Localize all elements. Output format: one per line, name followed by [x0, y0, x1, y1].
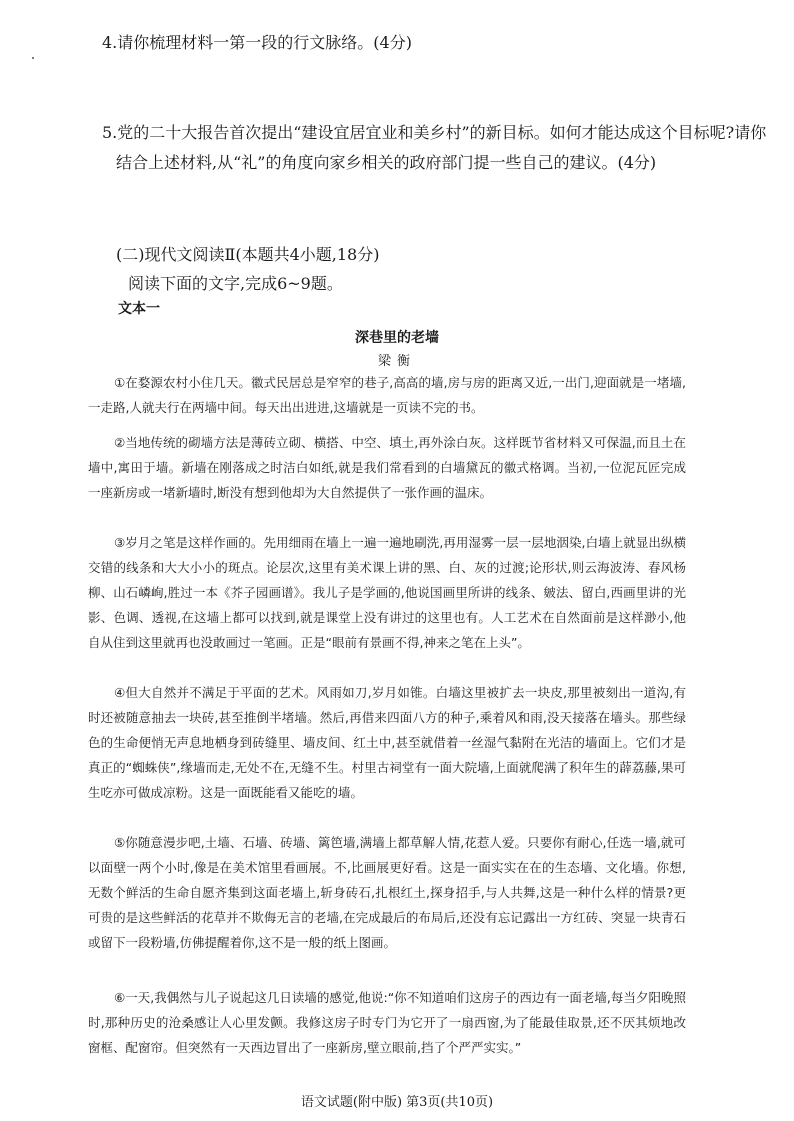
section-instruction: 阅读下面的文字,完成6~9题。 [128, 274, 343, 293]
question-5: 5.党的二十大报告首次提出“建设宜居宜业和美乡村”的新目标。如何才能达成这个目标呢?请你结合上述材料,从“礼”的角度向家乡相关的政府部门提一些自己的建议。(4分) [102, 123, 767, 172]
question-4: 4.请你梳理材料一第一段的行文脉络。(4分) [102, 33, 412, 52]
article-paragraph-6: ⑥一天,我偶然与儿子说起这几日读墙的感觉,他说:“你不知道咱们这房子的西边有一面老墙,每当夕阳晚照时,那种历史的沧桑感让人心里发颤。我修这房子时专门为它开了一扇西窗,为了能最佳取景,还不厌其烦地改窗框、配窗帘。但突然有一天西边冒出了一座新房,壁立眼前,挡了个严严实实。” [88, 990, 686, 1055]
article-paragraph-4: ④但大自然并不满足于平面的艺术。风雨如刀,岁月如锥。白墙这里被扩去一块皮,那里被刻出一道沟,有时还被随意抽去一块砖,甚至推倒半堵墙。然后,再借来四面八方的种子,乘着风和雨,没天接落在墙头。那些绿色的生命便悄无声息地栖身到砖缝里、墙皮间、红土中,甚至就借着一丝湿气黏附在光洁的墙面上。它们才是真正的“蜘蛛侠”,缘墙而走,无处不在,无缝不生。村里古祠堂有一面大院墙,上面就爬满了积年生的薜荔藤,果可生吃亦可做成凉粉。这是一面既能看又能吃的墙。 [88, 685, 686, 800]
text-label: 文本一 [118, 301, 160, 317]
article-paragraph-5: ⑤你随意漫步吧,土墙、石墙、砖墙、篱笆墙,满墙上都草解人情,花惹人爱。只要你有耐心,任选一墙,就可以面壁一两个小时,像是在美术馆里看画展。不,比画展更好看。这是一面实实在在的生态墙、文化墙。你想,无数个鲜活的生命自愿齐集到这面老墙上,斩身砖石,扎根红土,探身招手,与人共舞,这是一种什么样的情景?更可贵的是这些鲜活的花草并不欺侮无言的老墙,在完成最后的布局后,还没有忘记露出一方红砖、突显一块青石或留下一段粉墙,仿佛提醒着你,这不是一般的纸上图画。 [88, 835, 686, 950]
article-paragraph-2: ②当地传统的砌墙方法是薄砖立砌、横搭、中空、填土,再外涂白灰。这样既节省材料又可保温,而且土在墙中,寓田于墙。新墙在刚落成之时洁白如纸,就是我们常看到的白墙黛瓦的徽式格调。当初,一位泥瓦匠完成一座新房或一堵新墙时,断没有想到他却为大自然提供了一张作画的温床。 [88, 435, 686, 500]
page-footer: 语文试题(附中版) 第3页(共10页) [300, 1095, 494, 1110]
section-heading: (二)现代文阅读Ⅱ(本题共4小题,18分) [116, 245, 380, 264]
article-author: 梁衡 [377, 354, 416, 369]
article-paragraph-1: ①在婺源农村小住几天。徽式民居总是窄窄的巷子,高高的墙,房与房的距离又近,一出门,迎面就是一堵墙,一走路,人就夫行在两墙中间。每天出出进进,这墙就是一页读不完的书。 [88, 375, 686, 415]
article-title: 深巷里的老墙 [355, 330, 439, 346]
article-paragraph-3: ③岁月之笔是这样作画的。先用细雨在墙上一遍一遍地刷洗,再用湿雾一层一层地洇染,白墙上就显出纵横交错的线条和大大小小的斑点。论层次,这里有美术课上讲的黑、白、灰的过渡;论形状,则云海波涛、春风杨柳、山石嶙峋,胜过一本《芥子园画谱》。我儿子是学画的,他说国画里所讲的线条、皴法、留白,西画里讲的光影、色调、透视,在这墙上都可以找到,就是课堂上没有讲过的这里也有。人工艺术在自然面前是这样渺小,他自从住到这里就再也没敢画过一笔画。正是“眼前有景画不得,神来之笔在上头”。 [88, 535, 686, 650]
scan-speck [32, 57, 34, 59]
